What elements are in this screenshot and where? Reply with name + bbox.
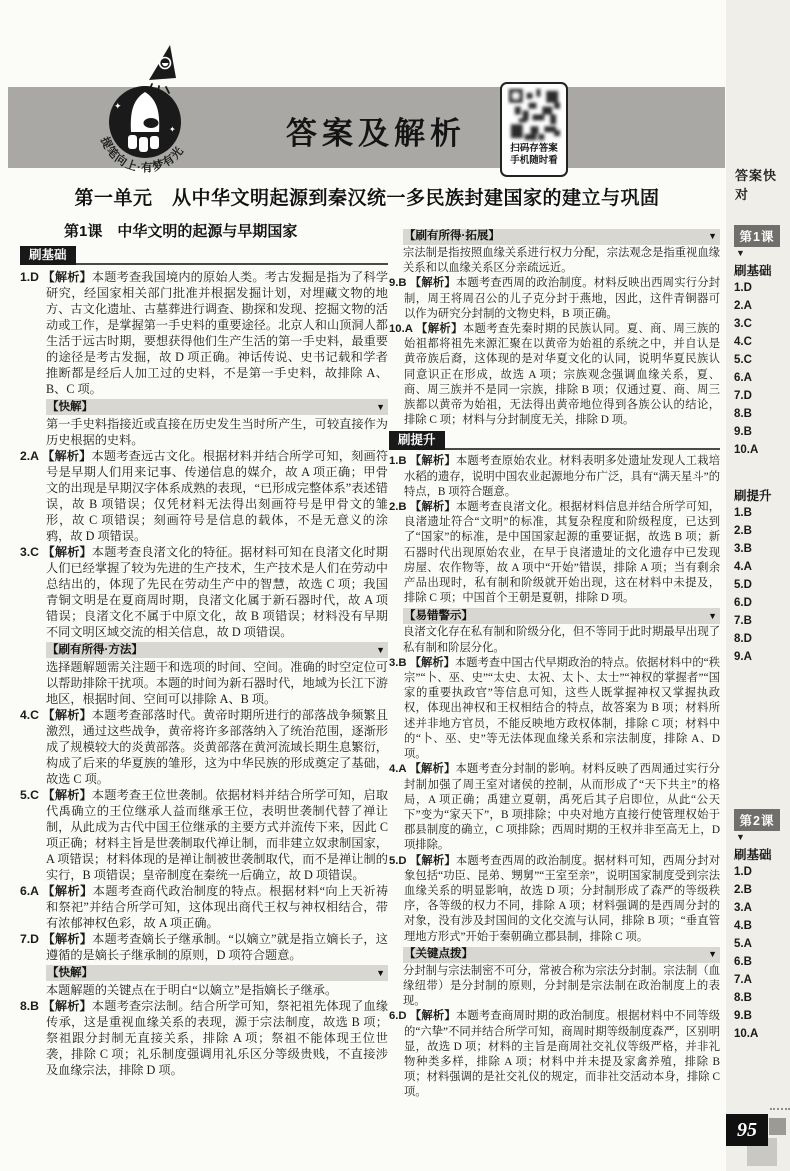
sidebar-answer: 10.A (734, 1028, 759, 1040)
sidebar-answer: 7.D (734, 390, 752, 402)
item-explanation: 本题考查远古文化。根据材料并结合所学可知，刻画符号是早期人们用来记事、传递信息的媒介，故 A 项正确；甲骨文的出现是早期汉字体系成熟的表现，“已形成完整体系”表述错误，故 B 项错误；仅凭材料无法得出刻画符号是甲骨文的雏形，故 C 项错误；刻画符号是信息的载体，不是无意义的涂鸦，故 D 项错误。 (46, 449, 389, 543)
callout-title-bar (403, 229, 720, 245)
analysis-label: 【解析】 (409, 656, 455, 669)
callout-block (46, 642, 388, 707)
item-explanation: 本题考查商代政治制度的特点。根据材料“向上天祈祷和祭祀”并结合所学可知，这体现出商代王权与神权相结合，带有浓郁神权色彩，故 A 项正确。 (46, 884, 389, 930)
answer-item (20, 931, 388, 963)
answer-item (389, 454, 720, 500)
item-number-answer: 5.D (389, 854, 410, 867)
answer-item (20, 269, 388, 397)
answer-item (389, 656, 720, 762)
item-explanation: 本题考查良渚文化的特征。据材料可知在良渚文化时期人们已经掌握了较为先进的生产技术，生产技术是人们在劳动中总结出的，体现了先民在劳动生产中的智慧，故选 C 项；我国青铜文明是在夏商周时期，良渚文化属于新石器时代，故 A 项错误；良渚文化不属于中原文化，故 B 项错误；材料没有早期不同文明区域交流的相关信息，故 D 项错误。 (46, 545, 389, 639)
section-label-rule (76, 263, 388, 265)
analysis-label: 【解析】 (409, 501, 456, 514)
answer-item (389, 322, 720, 428)
answer-item (20, 787, 388, 883)
sidebar-answer: 6.B (734, 956, 752, 968)
triangle-down-icon: ▼ (708, 610, 717, 621)
section-label-text: 刷基础 (20, 246, 76, 265)
sidebar-lesson-tab: 第1课 (734, 225, 780, 247)
callout-block (46, 399, 388, 448)
callout-title: 【关键点拨】 (404, 948, 473, 961)
callout-text: 良渚文化存在私有制和阶级分化，但不等同于此时期最早出现了私有制和阶层分化。 (403, 626, 720, 654)
sidebar-answer: 9.B (734, 426, 752, 438)
answer-item (20, 998, 388, 1078)
sidebar-answer: 9.B (734, 1010, 752, 1022)
callout-text: 第一手史料指接近或直接在历史发生当时所产生，可较直接作为历史根据的史料。 (46, 417, 388, 447)
qr-caption-line1: 扫码存答案 (510, 143, 558, 154)
item-explanation: 本题考查宗法制。结合所学可知，祭祀祖先体现了血缘传承，这是重视血缘关系的表现，源于宗法制度，故选 B 项；祭祖跟分封制无直接关系，排除 A 项；祭祖不能体现王位世袭，排除 C 项；礼乐制度强调用礼乐区分等级贵贱，不直接涉及血缘宗法，排除 D 项。 (46, 999, 389, 1077)
item-explanation: 本题考查嫡长子继承制。“以嫡立”就是指立嫡长子，这遵循的是嫡长子继承制的原则，D 项符合题意。 (46, 932, 388, 962)
triangle-down-icon: ▼ (376, 402, 385, 412)
triangle-down-icon: ▼ (736, 248, 745, 258)
section-label (20, 244, 388, 265)
item-number-answer: 4.C (20, 708, 43, 722)
sidebar-section-label: 刷基础 (734, 848, 772, 862)
analysis-label: 【解析】 (409, 455, 456, 468)
triangle-down-icon: ▼ (708, 949, 717, 960)
dotted-divider (770, 1108, 790, 1110)
sidebar-answer: 5.A (734, 938, 752, 950)
item-explanation: 本题考查王位世袭制。依据材料并结合所学可知，启取代禹确立的王位继承人益而继承王位，表明世袭制代替了禅让制，从此成为古代中国王位继承的主要方式并流传下来，因此 C 项正确；材料主旨是世袭制取代禅让制，而非建立奴隶制国家，A 项错误；材料体现的是禅让制被世袭制取代，而不是禅让制的实行，B 项错误；皇帝制度在秦统一后确立，故 D 项错误。 (46, 788, 389, 882)
quick-answer-sidebar (726, 0, 790, 1171)
callout-block (403, 947, 720, 1010)
item-explanation: 本题考查先秦时期的民族认同。夏、商、周三族的始祖都将祖先来源汇聚在以黄帝为始祖的系统之中，并自认是黄帝族后裔，这体现的是对华夏文化的认同，说明华夏民族认同意识正在形成，故选 A 项；宗族观念强调血缘关系，夏、商、周三族并不是同一宗族，排除 B 项；仅通过夏、商、周三族都以黄帝为始祖，无法得出黄帝地位得到各族公认的结论，排除 C 项；材料与分封制度无关，排除 D 项。 (404, 323, 720, 427)
item-number-answer: 3.C (20, 545, 43, 559)
sidebar-answer-list (734, 866, 790, 1046)
analysis-label: 【解析】 (409, 277, 456, 290)
item-number-answer: 2.A (20, 449, 43, 463)
item-number-answer: 1.D (20, 270, 43, 284)
item-number-answer: 3.B (389, 656, 410, 669)
triangle-down-icon: ▼ (376, 968, 385, 978)
answer-item (20, 448, 388, 544)
sidebar-answer: 4.C (734, 336, 752, 348)
sidebar-answer: 3.B (734, 543, 752, 555)
sidebar-answer: 4.A (734, 561, 752, 573)
triangle-down-icon: ▼ (708, 231, 717, 242)
analysis-label: 【解析】 (409, 763, 456, 776)
sidebar-answer: 8.B (734, 408, 752, 420)
right-answer-column (389, 227, 720, 1101)
answer-item (20, 544, 388, 640)
item-explanation: 本题考查西周的政治制度。据材料可知，西周分封对象包括“功臣、昆弟、甥舅”“王室至亲”，说明国家制度受到宗法血缘关系的明显影响，故选 D 项；分封制形成了森严的等级秩序，各等级的权力不同，排除 A 项；材料强调的是西周分封的对象，没有涉及封国间的文化交流与认同，排除 B 项；“垂直管理地方形式”开始于秦朝确立郡县制，排除 C 项。 (404, 854, 720, 943)
item-number-answer: 5.C (20, 788, 43, 802)
section-label (389, 429, 720, 450)
callout-text: 宗法制是指按照血缘关系进行权力分配，宗法观念是指重视血缘关系和以血缘关系区分亲疏远近。 (403, 247, 720, 275)
decor-square-dark (769, 1118, 786, 1135)
item-number-answer: 2.B (389, 501, 410, 514)
answer-item (389, 854, 720, 945)
answer-item (389, 762, 720, 853)
sidebar-section-label: 刷基础 (734, 264, 772, 278)
header-banner (8, 87, 725, 175)
callout-title: 【快解】 (47, 401, 93, 413)
callout-title: 【刷有所得·方法】 (47, 644, 143, 656)
analysis-label: 【解析】 (42, 449, 92, 463)
answer-item (389, 500, 720, 606)
item-explanation: 本题考查分封制的影响。材料反映了西周通过实行分封制加强了周王室对诸侯的控制，从而形成了“天下共主”的格局，A 项正确；禹建立夏朝，禹死后其子启即位，从此“公天下”变为“家天下”，B 项排除；中央对地方直接行使管理权始于郡县制度的确立，C 项排除；西周时期的王权并非至高无上，D 项排除。 (404, 763, 720, 852)
triangle-down-icon: ▼ (376, 645, 385, 655)
sidebar-answer: 8.B (734, 992, 752, 1004)
section-label-text: 刷提升 (389, 431, 445, 450)
sidebar-answer-list (734, 282, 790, 462)
callout-title-bar (403, 608, 720, 624)
item-number-answer: 6.D (389, 1010, 410, 1023)
qr-caption-line2: 手机随时看 (510, 154, 558, 166)
qr-code-box (500, 82, 568, 177)
callout-title: 【易错警示】 (404, 609, 473, 622)
sidebar-answer: 6.D (734, 597, 752, 609)
item-explanation: 本题考查我国境内的原始人类。考古发掘是指为了科学研究，经国家相关部门批准并根据发掘计划，对埋藏文物的地方、古文化遗址、古墓葬进行调查、勘探和发现、挖掘文物的活动或工作，是掌握第一手史料的重要途径。北京人和山顶洞人都生活于远古时期，要想获得他们生产生活的第一手史料，最重要的途径是考古发掘，故 D 项正确。神话传说、史书记载和学者推断都是经后人加工过的史料，不是第一手史料，故排除 A、B、C 项。 (46, 270, 389, 396)
analysis-label: 【解析】 (42, 932, 93, 946)
analysis-label: 【解析】 (42, 708, 92, 722)
sidebar-groups (734, 225, 790, 1046)
item-number-answer: 6.A (20, 884, 43, 898)
answer-item (389, 276, 720, 322)
sidebar-section-label: 刷提升 (734, 489, 772, 503)
item-number-answer: 1.B (389, 455, 410, 468)
analysis-label: 【解析】 (42, 884, 93, 898)
sidebar-lesson-tab: 第2课 (734, 809, 780, 831)
left-answer-column (20, 243, 388, 1078)
callout-title: 【刷有所得·拓展】 (404, 230, 500, 243)
callout-block (403, 608, 720, 655)
analysis-label: 【解析】 (42, 999, 92, 1013)
logo-motto: 提笔向上·有梦有光 (97, 135, 187, 175)
analysis-label: 【解析】 (416, 323, 463, 336)
item-explanation: 本题考查部落时代。黄帝时期所进行的部落战争频繁且激烈，通过这些战争，黄帝将许多部落纳入了统治范围，逐渐形成了规模较大的炎黄部落。炎黄部落在黄河流域长期生息繁衍，构成了后来的华夏族的雏形，这为中华民族的形成奠定了基础，故选 C 项。 (46, 708, 389, 786)
callout-text: 分封制与宗法制密不可分，常被合称为宗法分封制。宗法制（血缘纽带）是分封制的原则，分封制是宗法制在政治制度上的表现。 (403, 964, 720, 1008)
analysis-label: 【解析】 (42, 788, 92, 802)
sidebar-answer: 6.A (734, 372, 752, 384)
sidebar-answer: 3.A (734, 902, 752, 914)
sidebar-answer: 7.A (734, 974, 752, 986)
sidebar-lesson-group (734, 809, 790, 1046)
item-number-answer: 7.D (20, 932, 43, 946)
sidebar-answer: 10.A (734, 444, 759, 456)
sidebar-answer: 1.D (734, 282, 752, 294)
sidebar-answer: 8.D (734, 633, 752, 645)
item-number-answer: 9.B (389, 277, 410, 290)
item-number-answer: 10.A (389, 323, 416, 336)
lesson-title: 第1课 中华文明的起源与早期国家 (64, 223, 298, 240)
item-explanation: 本题考查良渚文化。根据材料信息并结合所学可知，良渚遗址符合“文明”的标准，其复杂程度和阶级程度，已达到了“国家”的标准，是中国国家起源的重要证据，故选 B 项；新石器时代出现原始农业，在早于良渚遗址的文化遗存中已发现房屋、农作物等，故 A 项中“开始”错误，排除 A 项；当有剩余产品出现时，私有制和阶级就开始出现，这在材料中未提及，排除 C 项；中国首个王朝是夏朝，排除 D 项。 (404, 501, 720, 605)
callout-title-bar (403, 947, 720, 963)
item-number-answer: 4.A (389, 763, 410, 776)
section-label-rule (445, 448, 720, 450)
analysis-label: 【解析】 (42, 270, 92, 284)
sidebar-answer: 2.A (734, 300, 752, 312)
analysis-label: 【解析】 (409, 1010, 456, 1023)
callout-text: 选择题解题需关注题干和选项的时间、空间。准确的时空定位可以帮助排除干扰项。本题的时间为新石器时代，地域为长江下游地区，根据时间、空间可以排除 A、B 项。 (46, 660, 388, 706)
sidebar-answer: 1.B (734, 507, 752, 519)
sidebar-answer: 1.D (734, 866, 752, 878)
sidebar-answer: 4.B (734, 920, 752, 932)
item-explanation: 本题考查中国古代早期政治的特点。依据材料中的“秩宗”“卜、巫、史”“太史、太祝、太卜、太士”“神权的掌握者”“国家的重要执政官”等信息可知，这些人既掌握神权又掌握执政权，体现出神权和王权相结合的特点，故答案为 B 项；材料所述并非地方官员，不能反映地方政权体制，排除 C 项；材料中的“卜、巫、史”等无法体现血缘关系和宗法制度，排除 A、D 项。 (404, 656, 720, 761)
answer-item (389, 1009, 720, 1100)
callout-title-bar (46, 965, 388, 981)
sidebar-answer-list (734, 507, 790, 669)
sparkle-icon: ✦ (114, 101, 122, 111)
triangle-down-icon: ▼ (736, 832, 745, 842)
sidebar-lesson-group (734, 225, 790, 669)
item-explanation: 本题考查商周时期的政治制度。根据材料中不同等级的“六挚”不同并结合所学可知，商周时期等级制度森严，区别明显，故选 D 项；材料的主旨是商周社交礼仪等级严格，并非礼物种类多样，排除 A 项；材料中并未提及家禽养殖，排除 B 项；材料强调的是社交礼仪的规定，而非社交活动本身，排除 C 项。 (404, 1010, 720, 1099)
brand-logo-icon (92, 37, 212, 187)
callout-title: 【快解】 (47, 967, 93, 979)
page-title: 答案及解析 (286, 116, 466, 151)
sidebar-answer: 7.B (734, 615, 752, 627)
answer-item (20, 883, 388, 931)
sparkle-icon: ✦ (169, 125, 176, 134)
analysis-label: 【解析】 (42, 545, 92, 559)
callout-block (46, 965, 388, 998)
sidebar-answer: 2.B (734, 525, 752, 537)
callout-title-bar (46, 399, 388, 415)
sidebar-answer: 5.C (734, 354, 752, 366)
sidebar-answer: 3.C (734, 318, 752, 330)
item-explanation: 本题考查西周的政治制度。材料反映出西周实行分封制，周王将周召公的儿子克分封于燕地，因此，这件青铜器可以作为研究分封制的文物史料，B 项正确。 (404, 277, 720, 320)
unit-title: 第一单元 从中华文明起源到秦汉统一多民族封建国家的建立与巩固 (74, 188, 660, 209)
answer-item (20, 707, 388, 787)
sidebar-answer: 2.B (734, 884, 752, 896)
analysis-label: 【解析】 (409, 854, 456, 867)
page-number-block (726, 1104, 790, 1162)
callout-title-bar (46, 642, 388, 658)
item-explanation: 本题考查原始农业。材料表明多处遗址发现人工栽培水稻的遗存，说明中国农业起源地分布广泛，具有“满天星斗”的特点，B 项符合题意。 (404, 455, 720, 498)
callout-block (403, 229, 720, 276)
sidebar-title: 答案快对 (735, 168, 778, 202)
qr-code-icon (507, 87, 562, 142)
page-number: 95 (726, 1114, 768, 1146)
sidebar-answer: 9.A (734, 651, 752, 663)
sidebar-answer: 5.D (734, 579, 752, 591)
item-number-answer: 8.B (20, 999, 43, 1013)
callout-text: 本题解题的关键点在于明白“以嫡立”是指嫡长子继承。 (46, 983, 338, 997)
